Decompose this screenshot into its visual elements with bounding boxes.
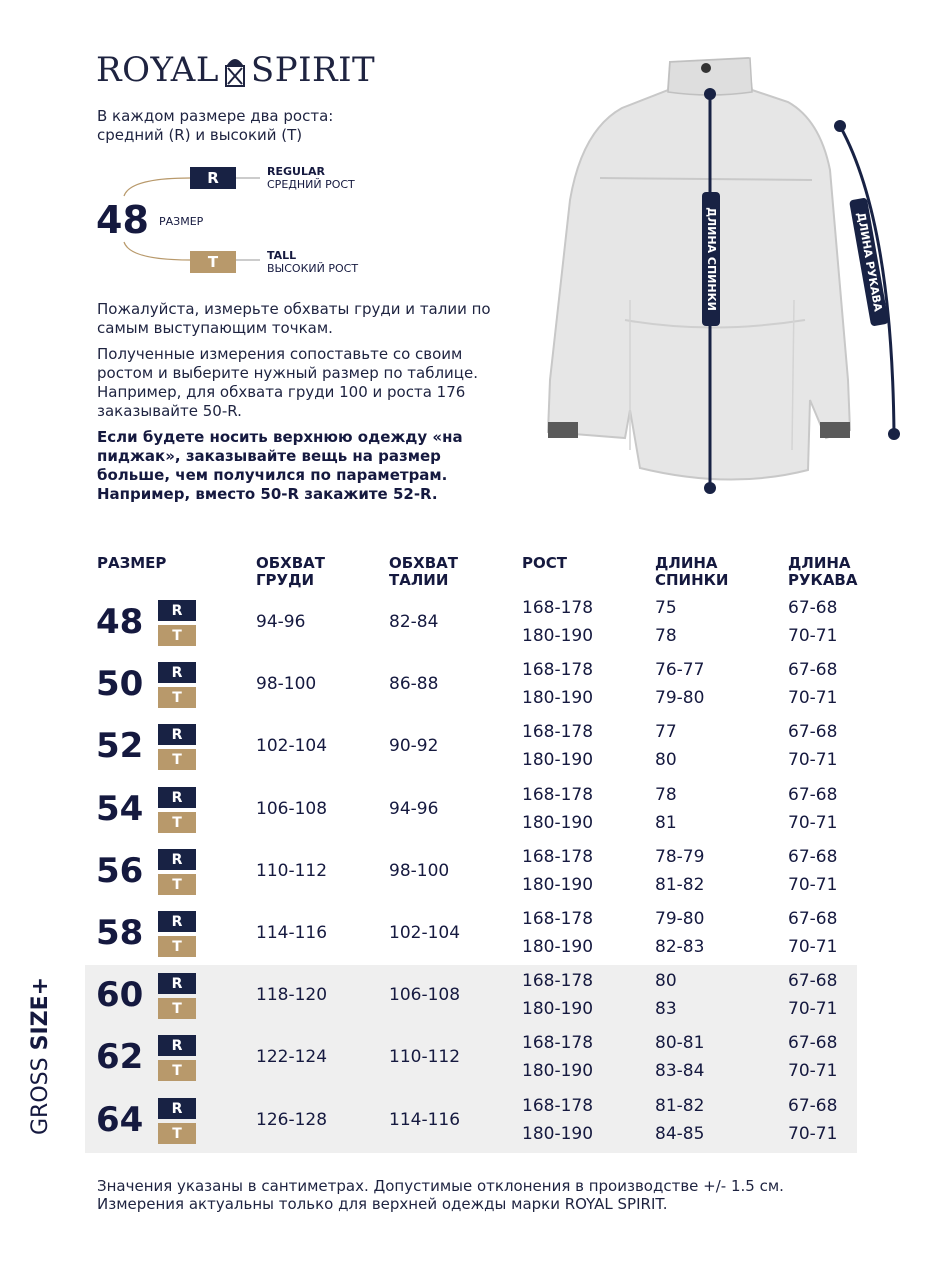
regular-badge: R (158, 1098, 196, 1119)
height-tall-value: 180-190 (522, 999, 594, 1019)
chest-value: 98-100 (256, 674, 317, 694)
sleeve-regular-value: 67-68 (788, 909, 838, 929)
size-number: 48 (96, 602, 144, 642)
chest-value: 118-120 (256, 985, 328, 1005)
height-regular-value: 168-178 (522, 722, 594, 742)
chest-value: 110-112 (256, 861, 328, 881)
header-height: РОСТ (522, 554, 567, 572)
back-regular-value: 78 (655, 785, 677, 805)
instruction-jacket-over: Если будете носить верхнюю одежду «на пиджак», заказывайте вещь на размер больше, чем получился по параметрам. Например, вместо 50-R закажите 52-R. (97, 428, 463, 503)
sleeve-regular-value: 67-68 (788, 785, 838, 805)
sleeve-length-top-dot (834, 120, 846, 132)
chest-value: 114-116 (256, 923, 328, 943)
legend-size-number: 48 (96, 198, 149, 242)
back-tall-value: 82-83 (655, 937, 705, 957)
height-tall-value: 180-190 (522, 626, 594, 646)
regular-badge: R (158, 849, 196, 870)
sleeve-regular-value: 67-68 (788, 722, 838, 742)
sleeve-tall-value: 70-71 (788, 999, 838, 1019)
chest-value: 106-108 (256, 799, 328, 819)
tall-badge: T (158, 1123, 196, 1144)
back-length-label: ДЛИНА СПИНКИ (705, 207, 718, 311)
height-tall-value: 180-190 (522, 937, 594, 957)
chest-value: 122-124 (256, 1047, 328, 1067)
size-number: 54 (96, 789, 144, 829)
regular-badge: R (158, 600, 196, 621)
height-regular-value: 168-178 (522, 785, 594, 805)
waist-value: 86-88 (389, 674, 439, 694)
back-tall-value: 80 (655, 750, 677, 770)
height-tall-value: 180-190 (522, 688, 594, 708)
back-regular-value: 81-82 (655, 1096, 705, 1116)
header-sleeve-line1: ДЛИНА (788, 554, 851, 572)
back-tall-value: 83-84 (655, 1061, 705, 1081)
header-back (655, 555, 728, 589)
brand-word-spirit: SPIRIT (250, 50, 376, 90)
size-number: 52 (96, 726, 144, 766)
height-regular-value: 168-178 (522, 971, 594, 991)
back-tall-value: 78 (655, 626, 677, 646)
height-regular-value: 168-178 (522, 598, 594, 618)
footer-note: Значения указаны в сантиметрах. Допустимые отклонения в производстве +/- 1.5 см. Измерения актуальны только для верхней одежды марки ROYAL SPIRIT. (97, 1177, 784, 1213)
back-tall-value: 81-82 (655, 875, 705, 895)
sleeve-regular-value: 67-68 (788, 660, 838, 680)
size-number: 64 (96, 1100, 144, 1140)
legend-regular-sub: СРЕДНИЙ РОСТ (267, 178, 355, 191)
regular-badge: R (158, 662, 196, 683)
back-regular-value: 76-77 (655, 660, 705, 680)
intro-text (97, 107, 333, 145)
back-regular-value: 75 (655, 598, 677, 618)
sleeve-tall-value: 70-71 (788, 626, 838, 646)
legend-regular-badge: R (190, 167, 236, 189)
sleeve-length-label: ДЛИНА РУКАВА (854, 211, 885, 313)
waist-value: 94-96 (389, 799, 439, 819)
gross-size-word1: GROSS (28, 1057, 53, 1135)
header-back-line1: ДЛИНА (655, 554, 718, 572)
header-sleeve (788, 555, 857, 589)
waist-value: 106-108 (389, 985, 461, 1005)
size-number: 58 (96, 913, 144, 953)
chest-value: 102-104 (256, 736, 328, 756)
chest-value: 94-96 (256, 612, 306, 632)
size-number: 56 (96, 851, 144, 891)
sleeve-regular-value: 67-68 (788, 847, 838, 867)
tall-badge: T (158, 687, 196, 708)
intro-line-2: средний (R) и высокий (T) (97, 126, 303, 144)
height-tall-value: 180-190 (522, 1124, 594, 1144)
waist-value: 110-112 (389, 1047, 461, 1067)
sleeve-tall-value: 70-71 (788, 813, 838, 833)
back-tall-value: 81 (655, 813, 677, 833)
sleeve-tall-value: 70-71 (788, 750, 838, 770)
instruction-compare: Полученные измерения сопоставьте со своим ростом и выберите нужный размер по таблице. Например, для обхвата груди 100 и роста 176 заказывайте 50-R. (97, 345, 478, 420)
header-chest-line1: ОБХВАТ (256, 554, 326, 572)
chest-value: 126-128 (256, 1110, 328, 1130)
sleeve-tall-value: 70-71 (788, 937, 838, 957)
legend-regular-text (267, 166, 355, 191)
height-regular-value: 168-178 (522, 1096, 594, 1116)
tall-badge: T (158, 998, 196, 1019)
gross-size-band (85, 965, 857, 1153)
back-regular-value: 80 (655, 971, 677, 991)
header-chest (256, 555, 325, 589)
back-regular-value: 79-80 (655, 909, 705, 929)
brand-word-royal: ROYAL (96, 50, 219, 90)
sleeve-length-bottom-dot (888, 428, 900, 440)
header-waist-line1: ОБХВАТ (389, 554, 459, 572)
gross-size-word2: SIZE+ (28, 976, 53, 1051)
regular-badge: R (158, 911, 196, 932)
sleeve-tall-value: 70-71 (788, 688, 838, 708)
height-tall-value: 180-190 (522, 750, 594, 770)
tall-badge: T (158, 625, 196, 646)
waist-value: 82-84 (389, 612, 439, 632)
size-number: 50 (96, 664, 144, 704)
header-sleeve-line2: РУКАВА (788, 571, 858, 589)
back-regular-value: 80-81 (655, 1033, 705, 1053)
size-number: 62 (96, 1037, 144, 1077)
jacket-illustration (548, 58, 850, 480)
sleeve-tall-value: 70-71 (788, 1124, 838, 1144)
intro-line-1: В каждом размере два роста: (97, 107, 334, 125)
height-regular-value: 168-178 (522, 660, 594, 680)
back-length-top-dot (704, 88, 716, 100)
jacket-diagram (530, 50, 930, 510)
back-tall-value: 84-85 (655, 1124, 705, 1144)
waist-value: 102-104 (389, 923, 461, 943)
tall-badge: T (158, 749, 196, 770)
regular-badge: R (158, 1035, 196, 1056)
height-tall-value: 180-190 (522, 1061, 594, 1081)
legend-tall-badge: T (190, 251, 236, 273)
back-regular-value: 78-79 (655, 847, 705, 867)
waist-value: 90-92 (389, 736, 439, 756)
instruction-measure: Пожалуйста, измерьте обхваты груди и талии по самым выступающим точкам. (97, 300, 491, 337)
tall-badge: T (158, 812, 196, 833)
legend-regular-title: REGULAR (267, 165, 325, 178)
height-regular-value: 168-178 (522, 909, 594, 929)
tall-badge: T (158, 936, 196, 957)
legend-tall-text (267, 250, 358, 275)
header-waist-line2: ТАЛИИ (389, 571, 449, 589)
regular-badge: R (158, 724, 196, 745)
sleeve-regular-value: 67-68 (788, 1033, 838, 1053)
back-length-bottom-dot (704, 482, 716, 494)
regular-badge: R (158, 787, 196, 808)
size-number: 60 (96, 975, 144, 1015)
tall-badge: T (158, 1060, 196, 1081)
gross-size-label (28, 977, 53, 1135)
height-regular-value: 168-178 (522, 1033, 594, 1053)
legend-tall-title: TALL (267, 249, 297, 262)
header-chest-line2: ГРУДИ (256, 571, 315, 589)
sleeve-tall-value: 70-71 (788, 1061, 838, 1081)
sleeve-tall-value: 70-71 (788, 875, 838, 895)
back-tall-value: 83 (655, 999, 677, 1019)
back-tall-value: 79-80 (655, 688, 705, 708)
back-regular-value: 77 (655, 722, 677, 742)
sleeve-regular-value: 67-68 (788, 1096, 838, 1116)
header-back-line2: СПИНКИ (655, 571, 729, 589)
sleeve-regular-value: 67-68 (788, 971, 838, 991)
height-tall-value: 180-190 (522, 813, 594, 833)
waist-value: 98-100 (389, 861, 450, 881)
regular-badge: R (158, 973, 196, 994)
header-waist (389, 555, 458, 589)
legend-size-label: РАЗМЕР (159, 215, 204, 228)
tall-badge: T (158, 874, 196, 895)
crest-icon (223, 51, 247, 89)
legend-tall-sub: ВЫСОКИЙ РОСТ (267, 262, 359, 275)
waist-value: 114-116 (389, 1110, 461, 1130)
sleeve-regular-value: 67-68 (788, 598, 838, 618)
height-tall-value: 180-190 (522, 875, 594, 895)
brand-logo (96, 50, 375, 90)
height-regular-value: 168-178 (522, 847, 594, 867)
header-size: РАЗМЕР (97, 554, 167, 572)
